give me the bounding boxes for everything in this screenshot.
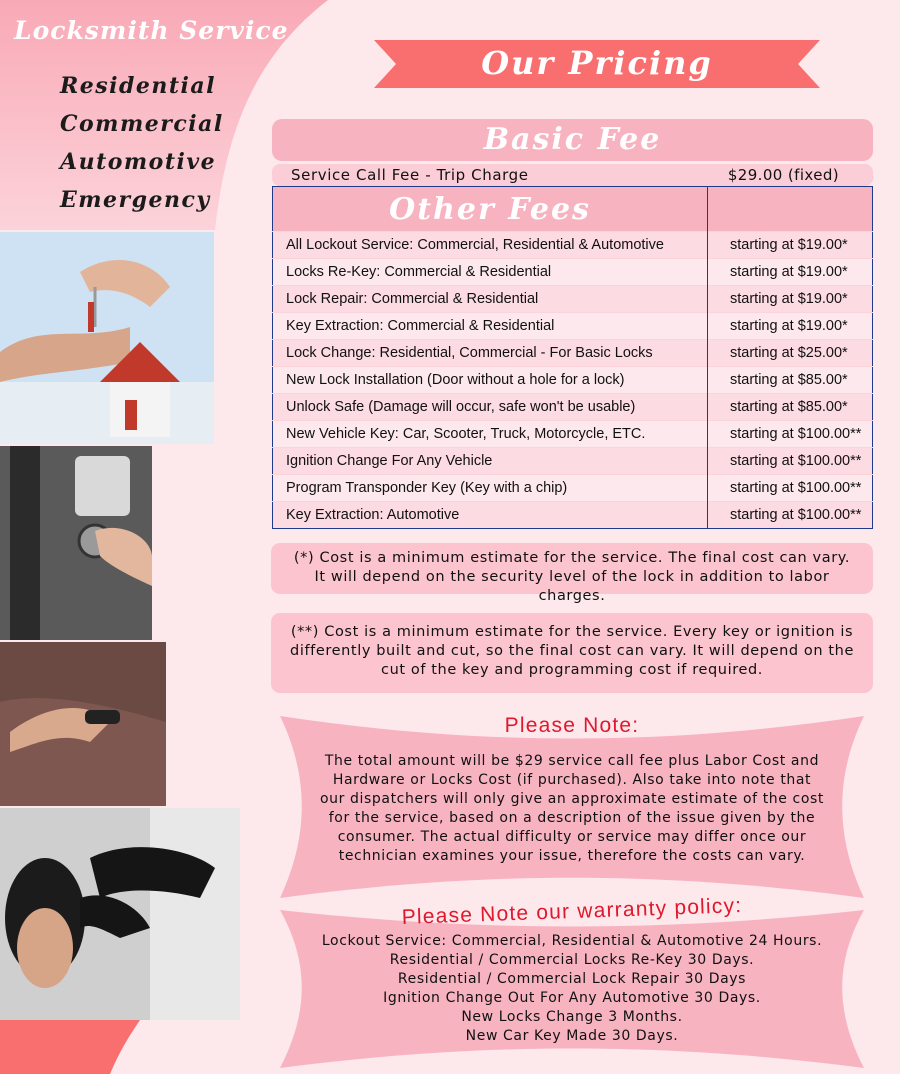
price-cell: starting at $100.00** [708,502,873,529]
table-row [273,286,873,313]
basic-fee-value: $29.00 (fixed) [727,166,839,184]
table-row [273,340,873,367]
price-cell: starting at $100.00** [708,421,873,448]
basic-fee-title: Basic Fee [272,119,873,161]
price-cell: starting at $85.00* [708,367,873,394]
table-row [273,502,873,529]
price-cell: starting at $85.00* [708,394,873,421]
double-star-note: (**) Cost is a minimum estimate for the service. Every key or ignition is differently built and cut, so the final cost can vary. It will depend on the cut of the key and programming cost if required. [271,613,873,693]
service-cell: Ignition Change For Any Vehicle [273,448,708,475]
warranty-line: New Car Key Made 30 Days. [465,1028,679,1044]
service-cell: Program Transponder Key (Key with a chip) [273,475,708,502]
please-note-line: our dispatchers will only give an approximate estimate of the cost [320,791,824,807]
table-row [273,232,873,259]
services-list [60,68,224,220]
table-row [273,448,873,475]
price-cell: starting at $19.00* [708,313,873,340]
warranty-line: Lockout Service: Commercial, Residential & Automotive 24 Hours. [321,933,823,949]
service-cell: Key Extraction: Commercial & Residential [273,313,708,340]
please-note-line: technician examines your issue, therefore the costs can vary. [338,848,806,864]
table-row [273,313,873,340]
table-row [273,367,873,394]
please-note-body [320,752,824,866]
please-note-line: Hardware or Locks Cost (if purchased). Also take into note that [332,772,812,788]
basic-fee-label: Service Call Fee - Trip Charge [291,166,529,184]
table-row [273,259,873,286]
service-automotive: Automotive [60,149,217,175]
service-residential: Residential [60,73,217,99]
other-fees-title: Other Fees [273,187,708,232]
table-row [273,421,873,448]
service-cell: New Lock Installation (Door without a hole for a lock) [273,367,708,394]
price-cell: starting at $100.00** [708,448,873,475]
service-cell: Lock Change: Residential, Commercial - For Basic Locks [273,340,708,367]
please-note-line: for the service, based on a description of the issue given by the [328,810,816,826]
please-note-title: Please Note: [504,714,640,737]
please-note-banner [280,716,864,898]
warranty-line: Residential / Commercial Lock Repair 30 Days [397,971,747,987]
service-cell: Unlock Safe (Damage will occur, safe won't be usable) [273,394,708,421]
table-row [273,475,873,502]
page-title: Our Pricing [481,44,713,82]
price-cell: starting at $25.00* [708,340,873,367]
photo-house-keys [0,232,214,444]
service-commercial: Commercial [60,111,224,137]
please-note-line: consumer. The actual difficulty or service may differ once our [337,829,807,845]
warranty-line: New Locks Change 3 Months. [461,1009,683,1025]
photo-car-lockout [0,808,240,1020]
warranty-line: Residential / Commercial Locks Re-Key 30 Days. [389,952,755,968]
service-cell: Key Extraction: Automotive [273,502,708,529]
photo-safe-dial [0,446,152,640]
price-cell: starting at $19.00* [708,259,873,286]
other-fees-header-blank [708,187,873,232]
single-star-note: (*) Cost is a minimum estimate for the service. The final cost can vary. It will depend on the security level of the lock in addition to labor charges. [271,543,873,594]
warranty-title: Please Note our warranty policy: [401,894,743,929]
price-cell: starting at $100.00** [708,475,873,502]
service-cell: Locks Re-Key: Commercial & Residential [273,259,708,286]
service-emergency: Emergency [60,187,211,213]
price-cell: starting at $19.00* [708,232,873,259]
other-fees-table [272,186,873,529]
service-cell: New Vehicle Key: Car, Scooter, Truck, Motorcycle, ETC. [273,421,708,448]
price-cell: starting at $19.00* [708,286,873,313]
service-cell: All Lockout Service: Commercial, Residential & Automotive [273,232,708,259]
warranty-line: Ignition Change Out For Any Automotive 30 Days. [383,990,761,1006]
basic-fee-row [272,164,873,186]
please-note-line: The total amount will be $29 service call fee plus Labor Cost and [324,753,820,769]
service-cell: Lock Repair: Commercial & Residential [273,286,708,313]
photo-car-remote [0,642,166,806]
brand-title: Locksmith Service [14,16,289,45]
table-row [273,394,873,421]
warranty-body [320,932,824,1046]
warranty-banner [280,894,864,1068]
